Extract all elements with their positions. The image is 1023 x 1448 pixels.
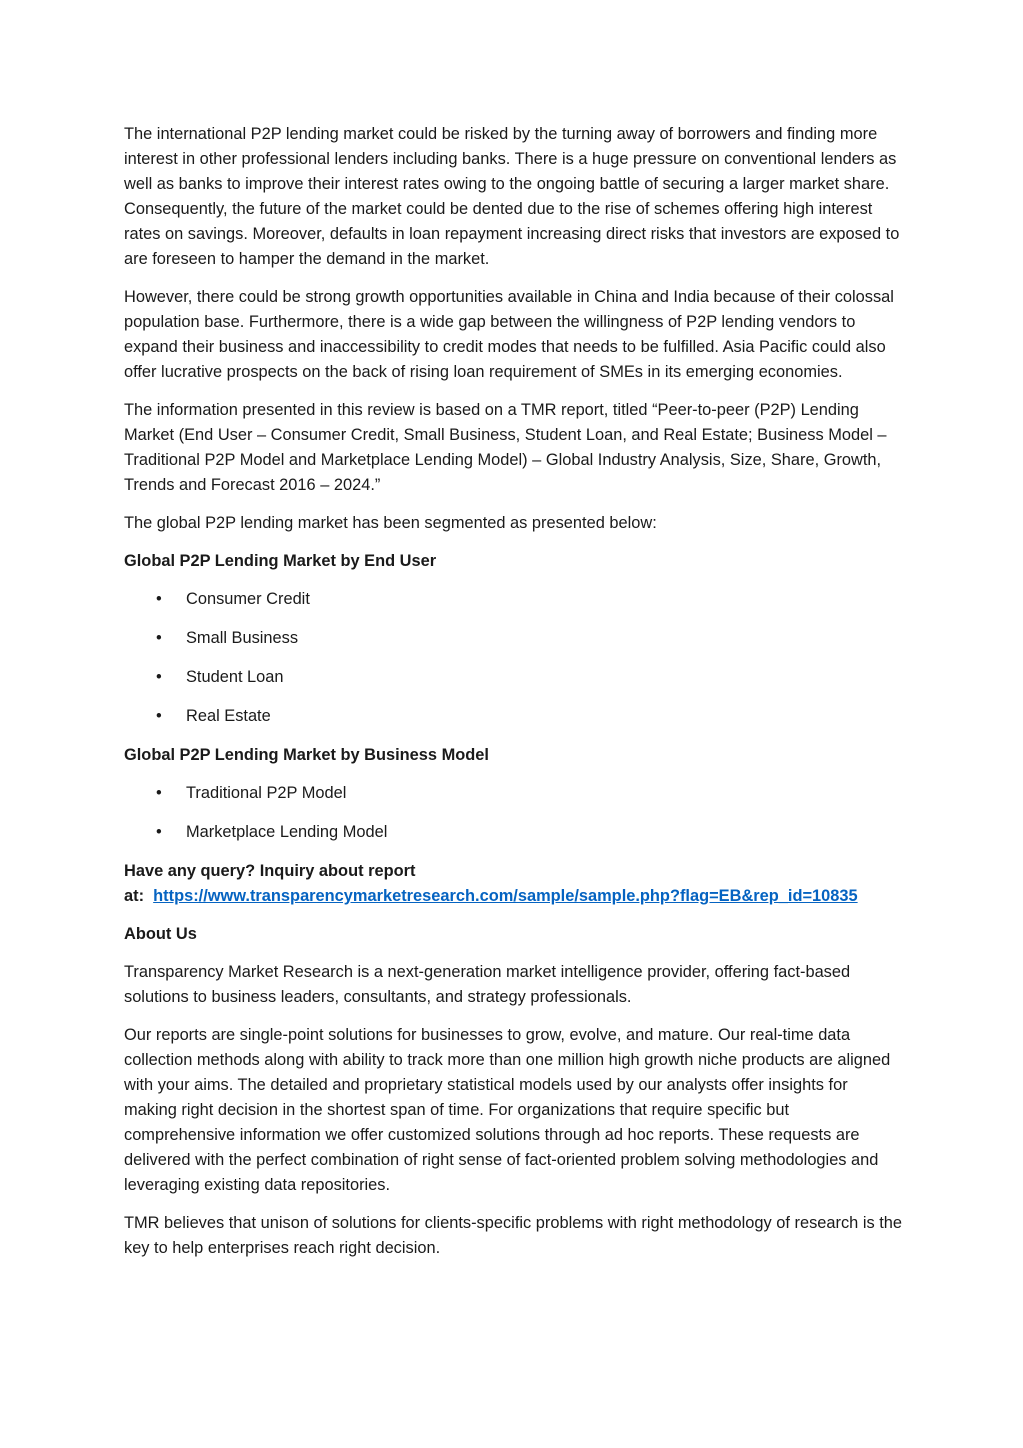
paragraph-intro-risks: The international P2P lending market could be risked by the turning away of borrowers and finding more interest in other professional lenders including banks. There is a huge pressure on conventional lenders as well as banks to improve their interest rates owing to the ongoing battle of securing a larger market share. Consequently, the future of the market could be dented due to the rise of schemes offering high interest rates on savings. Moreover, defaults in loan repayment increasing direct risks that investors are exposed to are foreseen to hamper the demand in the market.: [124, 125, 900, 268]
paragraph-segmentation-intro: The global P2P lending market has been segmented as presented below:: [124, 514, 657, 532]
bullet-icon: •: [156, 823, 162, 841]
document-page: [124, 122, 904, 1274]
list-end-user: [124, 587, 904, 729]
list-item: [124, 626, 904, 651]
paragraph-about-reports: Our reports are single-point solutions for businesses to grow, evolve, and mature. Our real-time data collection methods along with ability to track more than one million high growth niche products are aligned with your aims. The detailed and proprietary statistical models used by our analysts offer insights for making right decision in the shortest span of time. For organizations that require specific but comprehensive information we offer customized solutions through ad hoc reports. These requests are delivered with the perfect combination of right sense of fact-oriented problem solving methodologies and leveraging existing data repositories.: [124, 1026, 891, 1194]
inquiry-block: [124, 859, 904, 909]
paragraph-report-source: The information presented in this review is based on a TMR report, titled “Peer-to-peer (P2P) Lending Market (End User – Consumer Credit, Small Business, Student Loan, and Real Estate; Business Model – Traditional P2P Model and Marketplace Lending Model) – Global Industry Analysis, Size, Share, Growth, Trends and Forecast 2016 – 2024.”: [124, 401, 887, 494]
list-item: [124, 587, 904, 612]
heading-about-us: About Us: [124, 925, 197, 943]
bullet-icon: •: [156, 784, 162, 802]
heading-end-user: Global P2P Lending Market by End User: [124, 552, 437, 570]
inquiry-link-line: [124, 884, 904, 909]
list-item-label: Traditional P2P Model: [186, 784, 347, 802]
heading-business-model: Global P2P Lending Market by Business Model: [124, 746, 489, 764]
paragraph-growth-opportunities: However, there could be strong growth opportunities available in China and India because of their colossal population base. Furthermore, there is a wide gap between the willingness of P2P lending vendors to expand their business and inaccessibility to credit modes that needs to be fulfilled. Asia Pacific could also offer lucrative prospects on the back of rising loan requirement of SMEs in its emerging economies.: [124, 288, 894, 381]
list-item: [124, 781, 904, 806]
list-item-label: Small Business: [186, 629, 299, 647]
paragraph-about-belief: TMR believes that unison of solutions for clients-specific problems with right methodology of research is the key to help enterprises reach right decision.: [124, 1214, 903, 1257]
inquiry-line: Have any query? Inquiry about report: [124, 862, 416, 880]
list-item: [124, 704, 904, 729]
inquiry-prefix: at:: [124, 887, 145, 905]
sample-report-link[interactable]: https://www.transparencymarketresearch.com/sample/sample.php?flag=EB&rep_id=10835: [153, 887, 858, 905]
bullet-icon: •: [156, 629, 162, 647]
list-business-model: [124, 781, 904, 845]
list-item-label: Student Loan: [186, 668, 284, 686]
list-item: [124, 665, 904, 690]
bullet-icon: •: [156, 590, 162, 608]
bullet-icon: •: [156, 707, 162, 725]
paragraph-about-company: Transparency Market Research is a next-generation market intelligence provider, offering fact-based solutions to business leaders, consultants, and strategy professionals.: [124, 963, 851, 1006]
list-item-label: Consumer Credit: [186, 590, 310, 608]
bullet-icon: •: [156, 668, 162, 686]
list-item-label: Real Estate: [186, 707, 271, 725]
list-item: [124, 820, 904, 845]
list-item-label: Marketplace Lending Model: [186, 823, 388, 841]
